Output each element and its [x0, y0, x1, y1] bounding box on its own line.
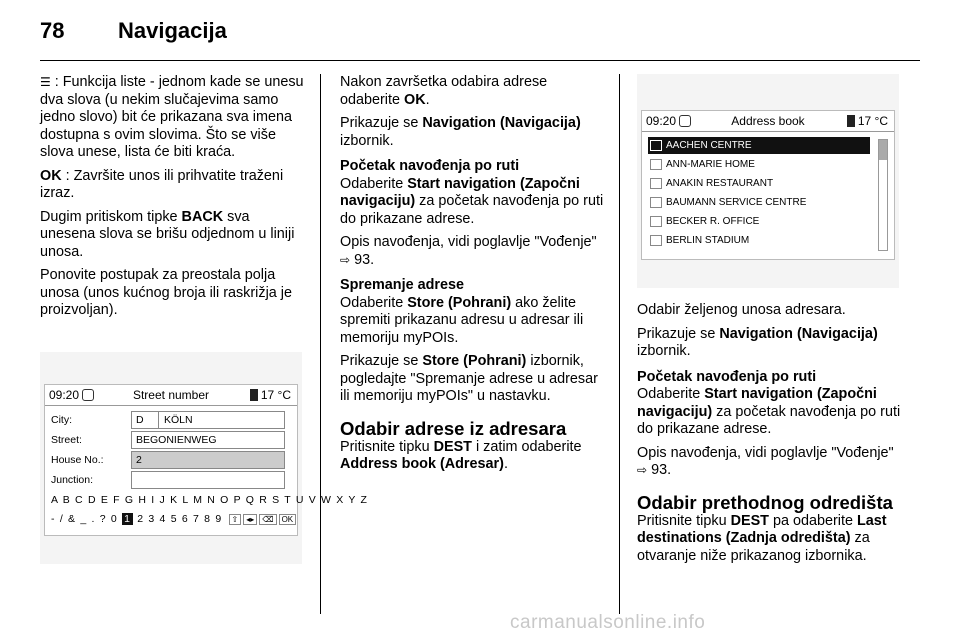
shift-icon[interactable]: ⇧ [229, 514, 242, 525]
paragraph: Opis navođenja, vidi poglavlje "Vođenje" ⇨ 93. [637, 444, 894, 478]
screen-address-book [641, 110, 895, 260]
paragraph: Prikazuje se Store (Pohrani) izbornik, pogledajte "Spremanje adrese u adresar ili memoriju myPOIs" u nastavku. [340, 353, 598, 404]
phone-icon [250, 389, 258, 401]
section-heading: Odabir prethodnog odredišta [637, 491, 893, 513]
figure-street-number [40, 352, 369, 564]
contact-icon [650, 197, 662, 208]
column-2 [340, 74, 608, 480]
paragraph: Nakon završetka odabira adrese odaberite OK. [340, 74, 548, 108]
paragraph: Ponovite postupak za preostala polja unosa (unos kućnog broja ili raskrižja je proizvoljan). [40, 267, 292, 318]
contact-icon [650, 216, 662, 227]
backspace-icon[interactable]: ⌫ [259, 514, 276, 525]
page-number: 78 [40, 18, 65, 43]
page-header [40, 18, 227, 44]
field-house-no[interactable]: House No.: 2 [49, 451, 293, 469]
scrollbar-thumb[interactable] [879, 140, 887, 160]
digit-keyboard[interactable]: - / & _ . ? 0 1 2 3 4 5 6 7 8 9 ⇧ ◂▸ ⌫ OK [51, 513, 291, 525]
field-street[interactable]: Street: BEGONIENWEG [49, 431, 293, 449]
paragraph: Pritisnite tipku DEST i zatim odaberite Address book (Adresar). [340, 438, 582, 472]
letter-keyboard[interactable]: A B C D E F G H I J K L M N O P Q R S T U V W X Y Z [51, 494, 369, 506]
list-item[interactable]: BERLIN STADIUM [648, 232, 870, 249]
list-item[interactable]: BAUMANN SERVICE CENTRE [648, 194, 870, 211]
list-item[interactable]: ANAKIN RESTAURANT [648, 175, 870, 192]
paragraph: Odabir željenog unosa adresara. [637, 302, 846, 318]
contact-icon [650, 178, 662, 189]
cursor-icon[interactable]: ◂▸ [243, 514, 257, 525]
paragraph: Dugim pritiskom tipke BACK sva unesena slova se brišu odjednom u liniji unosa. [40, 208, 295, 260]
list-item[interactable]: BECKER R. OFFICE [648, 213, 870, 230]
paragraph: Odaberite Start navigation (Započni navigaciju) za početak navođenja po ruti do prikazane adrese. [637, 386, 901, 437]
figure-address-book [637, 74, 899, 288]
list-icon: ☰ [40, 75, 51, 89]
header-rule [40, 60, 920, 61]
paragraph: Opis navođenja, vidi poglavlje "Vođenje" ⇨ 93. [340, 234, 597, 268]
screen-street-number [44, 384, 369, 536]
paragraph: Prikazuje se Navigation (Navigacija) izbornik. [340, 115, 581, 149]
column-1 [40, 74, 308, 326]
paragraph: Prikazuje se Navigation (Navigacija) izbornik. [637, 325, 878, 359]
list-item[interactable]: AACHEN CENTRE [648, 137, 870, 154]
ok-key[interactable]: OK [279, 514, 297, 525]
field-city[interactable]: City: D KÖLN [49, 411, 293, 429]
paragraph: OK : Završite unos ili prihvatite traženi izraz. [40, 167, 284, 201]
phone-icon [847, 115, 855, 127]
page-ref-icon: ⇨ [340, 252, 351, 267]
scrollbar[interactable] [878, 139, 888, 251]
column-divider [320, 74, 321, 614]
paragraph: Odaberite Start navigation (Započni navigaciju) za početak navođenja po ruti do prikazane adrese. [340, 175, 604, 227]
screen-title: Address book [731, 114, 805, 128]
screen-title: Street number [132, 388, 210, 402]
section-heading: Spremanje adrese [340, 277, 464, 293]
field-junction[interactable]: Junction: [49, 471, 293, 489]
page-title: Navigacija [118, 18, 227, 43]
section-heading: Odabir adrese iz adresara [340, 417, 567, 439]
status-bar: 09:20 Street number 17 °C [45, 385, 297, 406]
status-bar: 09:20 Address book 17 °C [642, 111, 894, 132]
list-item[interactable]: ANN-MARIE HOME [648, 156, 870, 173]
contact-icon [650, 159, 662, 170]
watermark: carmanualsonline.info [510, 612, 706, 633]
paragraph: ☰ : Funkcija liste - jednom kade se unesu dva slova (u nekim slučajevima samo jedno slovo) bit će prikazana sva imena dostupna s ovim slovima. Što se više slova unese, lista će biti kraća. [40, 74, 304, 160]
paragraph: Odaberite Store (Pohrani) ako želite spremiti prikazanu adresu u adresar ili memoriju myPOIs. [340, 294, 584, 346]
paragraph: Pritisnite tipku DEST pa odaberite Last destinations (Zadnja odredišta) za otvaranje niže prikazanog izbornika. [637, 512, 887, 564]
contact-icon [650, 140, 662, 151]
contact-icon [650, 235, 662, 246]
column-3 [637, 302, 907, 571]
page-ref-icon: ⇨ [637, 463, 648, 477]
selected-key[interactable]: 1 [124, 513, 132, 525]
section-heading: Početak navođenja po ruti [637, 368, 817, 385]
section-heading: Početak navođenja po ruti [340, 158, 520, 174]
column-divider [619, 74, 620, 614]
